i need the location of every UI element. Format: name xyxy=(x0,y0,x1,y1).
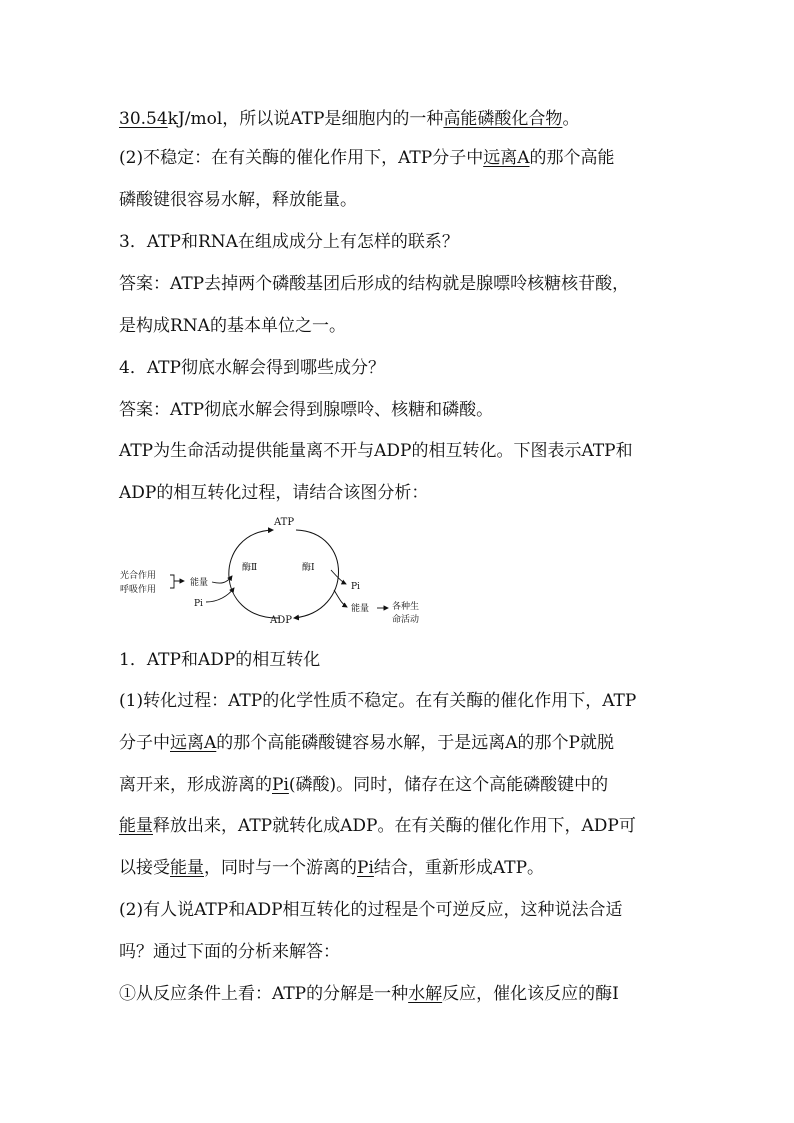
underlined-answer: Pi xyxy=(357,858,374,878)
underlined-answer: 高能磷酸化合物 xyxy=(443,109,563,129)
source-bracket xyxy=(170,575,184,588)
answer-text: 答案：ATP彻底水解会得到腺嘌呤、核糖和磷酸。 xyxy=(119,400,494,420)
text-line: 30.54kJ/mol，所以说ATP是细胞内的一种高能磷酸化合物。 xyxy=(119,109,580,129)
source-photosynthesis: 光合作用 xyxy=(120,571,157,581)
atp-label: ATP xyxy=(274,517,295,528)
source-respiration: 呼吸作用 xyxy=(120,585,157,595)
pi-in-arrow xyxy=(206,588,234,602)
right-arc-arrow xyxy=(294,530,339,618)
text-line: (2)有人说ATP和ADP相互转化的过程是个可逆反应，这种说法合适 xyxy=(119,900,623,920)
underlined-answer: 远离A xyxy=(170,733,217,753)
pi-out-label: Pi xyxy=(351,582,360,592)
text-line: 能量释放出来，ATP就转化成ADP。在有关酶的催化作用下，ADP可 xyxy=(119,816,636,836)
adp-label: ADP xyxy=(270,615,292,626)
text-line: ATP为生命活动提供能量离不开与ADP的相互转化。下图表示ATP和 xyxy=(119,441,633,461)
left-arc-arrow xyxy=(229,530,280,618)
energy-out-label: 能量 xyxy=(351,604,370,614)
text-line: 分子中远离A的那个高能磷酸键容易水解，于是远离A的那个P就脱 xyxy=(119,733,614,753)
life-activities-label: 各种生 xyxy=(392,602,420,612)
underlined-answer: 30.54 xyxy=(119,109,168,129)
enzyme-ii-label: 酶Ⅱ xyxy=(242,563,258,573)
text-line: ADP的相互转化过程，请结合该图分析： xyxy=(119,483,429,503)
text-line: 吗？通过下面的分析来解答： xyxy=(119,942,340,962)
underlined-answer: 能量 xyxy=(119,816,153,836)
text-line: 离开来，形成游离的Pi(磷酸)。同时，储存在这个高能磷酸键中的 xyxy=(119,775,609,795)
energy-in-label: 能量 xyxy=(190,578,209,588)
pi-in-label: Pi xyxy=(194,599,203,609)
section-heading: 1．ATP和ADP的相互转化 xyxy=(119,650,321,670)
underlined-answer: 远离A xyxy=(483,148,530,168)
underlined-answer: 水解 xyxy=(408,984,443,1004)
underlined-answer: Pi xyxy=(272,775,289,795)
text-line: ①从反应条件上看：ATP的分解是一种水解反应，催化该反应的酶Ⅰ xyxy=(119,984,619,1004)
underlined-answer: 能量 xyxy=(170,858,204,878)
text-line: (2)不稳定：在有关酶的催化作用下，ATP分子中远离A的那个高能 xyxy=(119,148,615,168)
enzyme-i-label: 酶Ⅰ xyxy=(302,563,315,573)
question-heading: 4．ATP彻底水解会得到哪些成分？ xyxy=(119,358,385,378)
question-heading: 3．ATP和RNA在组成成分上有怎样的联系？ xyxy=(119,232,459,252)
answer-text: 是构成RNA的基本单位之一。 xyxy=(119,316,346,336)
answer-text: 答案：ATP去掉两个磷酸基团后形成的结构就是腺嘌呤核糖核苷酸， xyxy=(119,274,630,294)
atp-adp-cycle-diagram xyxy=(118,512,448,637)
text-line: 磷酸键很容易水解，释放能量。 xyxy=(119,190,357,210)
energy-out-arrow xyxy=(334,590,347,607)
text-line: (1)转化过程：ATP的化学性质不稳定。在有关酶的催化作用下，ATP xyxy=(119,691,637,711)
life-activities-label: 命活动 xyxy=(392,615,420,625)
text-line: 以接受能量，同时与一个游离的Pi结合，重新形成ATP。 xyxy=(119,858,545,878)
